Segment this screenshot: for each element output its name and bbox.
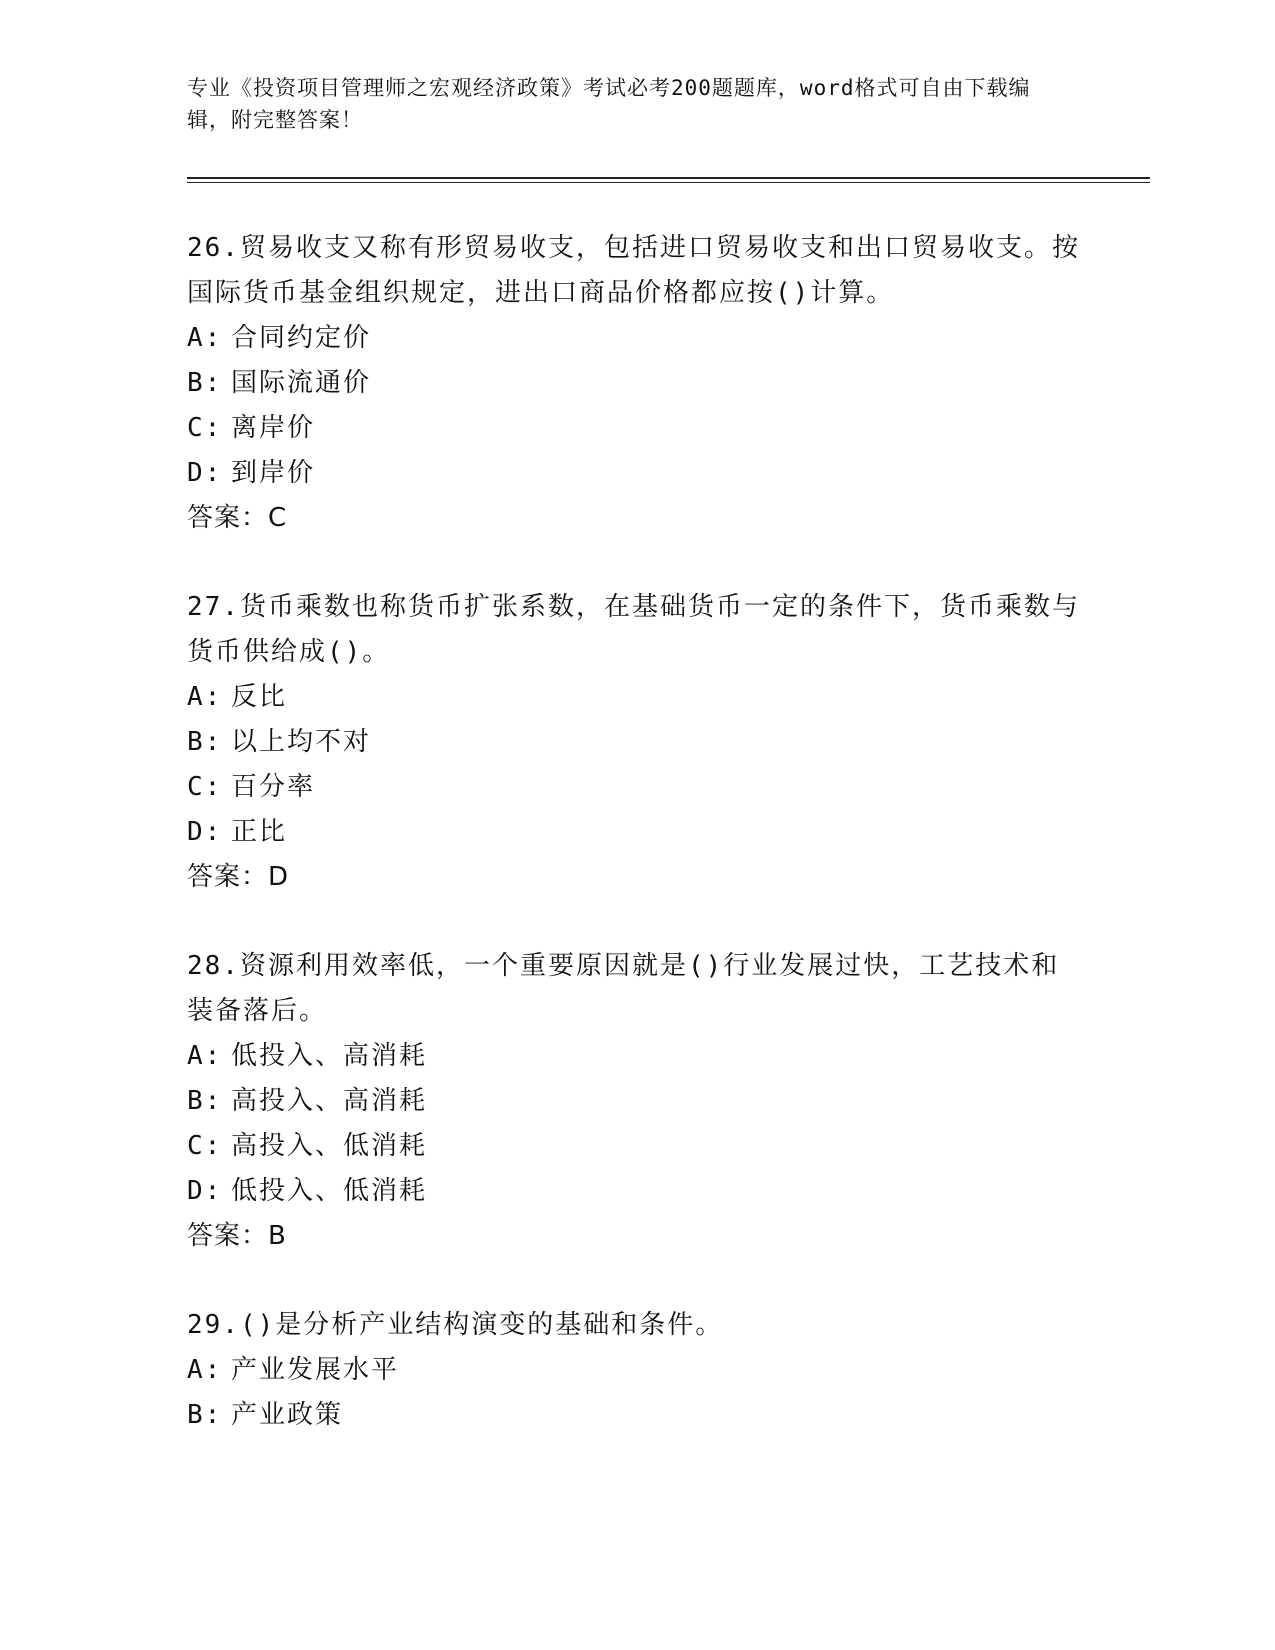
option-c: [187, 1124, 1087, 1169]
option-b: [187, 1079, 1087, 1124]
option-letter: D:: [187, 458, 223, 488]
option-letter: A:: [187, 323, 223, 353]
answer-line: 答案：B: [187, 1221, 287, 1251]
option-text: 产业政策: [231, 1400, 344, 1430]
option-letter: A:: [187, 1355, 223, 1385]
option-letter: B:: [187, 1400, 223, 1430]
option-text: 低投入、高消耗: [231, 1041, 428, 1071]
option-text: 离岸价: [231, 413, 316, 443]
option-text: 产业发展水平: [231, 1355, 400, 1385]
option-text: 国际流通价: [231, 368, 372, 398]
option-text: 到岸价: [231, 458, 316, 488]
option-text: 正比: [231, 817, 288, 847]
option-d: [187, 810, 1087, 855]
answer-line: 答案：C: [187, 503, 288, 533]
option-c: [187, 406, 1087, 451]
question-item: [187, 944, 1087, 1259]
question-stem: 27.货币乘数也称货币扩张系数，在基础货币一定的条件下，货币乘数与货币供给成()。: [187, 592, 1080, 667]
option-letter: C:: [187, 772, 223, 802]
option-text: 高投入、高消耗: [231, 1086, 428, 1116]
question-list: [187, 226, 1087, 1482]
option-letter: A:: [187, 1041, 223, 1071]
option-a: [187, 1034, 1087, 1079]
option-letter: B:: [187, 1086, 223, 1116]
option-d: [187, 1169, 1087, 1214]
option-d: [187, 451, 1087, 496]
header-divider: [187, 177, 1150, 183]
option-b: [187, 720, 1087, 765]
option-a: [187, 675, 1087, 720]
answer-line: 答案：D: [187, 862, 290, 892]
option-letter: B:: [187, 368, 223, 398]
option-c: [187, 765, 1087, 810]
option-text: 以上均不对: [231, 727, 372, 757]
option-letter: B:: [187, 727, 223, 757]
question-item: [187, 1303, 1087, 1438]
option-text: 百分率: [231, 772, 316, 802]
document-header: 专业《投资项目管理师之宏观经济政策》考试必考200题题库，word格式可自由下载编辑，附完整答案！: [187, 76, 1031, 132]
option-letter: C:: [187, 413, 223, 443]
question-item: [187, 226, 1087, 541]
option-a: [187, 316, 1087, 361]
question-stem: 28.资源利用效率低，一个重要原因就是()行业发展过快，工艺技术和装备落后。: [187, 951, 1060, 1026]
question-stem: 26.贸易收支又称有形贸易收支，包括进口贸易收支和出口贸易收支。按国际货币基金组织规定，进出口商品价格都应按()计算。: [187, 233, 1080, 308]
question-item: [187, 585, 1087, 900]
question-stem: 29.()是分析产业结构演变的基础和条件。: [187, 1310, 724, 1340]
option-text: 反比: [231, 682, 288, 712]
option-text: 低投入、低消耗: [231, 1176, 428, 1206]
option-b: [187, 1393, 1087, 1438]
option-letter: A:: [187, 682, 223, 712]
option-text: 高投入、低消耗: [231, 1131, 428, 1161]
option-letter: D:: [187, 817, 223, 847]
option-text: 合同约定价: [231, 323, 372, 353]
option-b: [187, 361, 1087, 406]
option-a: [187, 1348, 1087, 1393]
option-letter: D:: [187, 1176, 223, 1206]
option-letter: C:: [187, 1131, 223, 1161]
